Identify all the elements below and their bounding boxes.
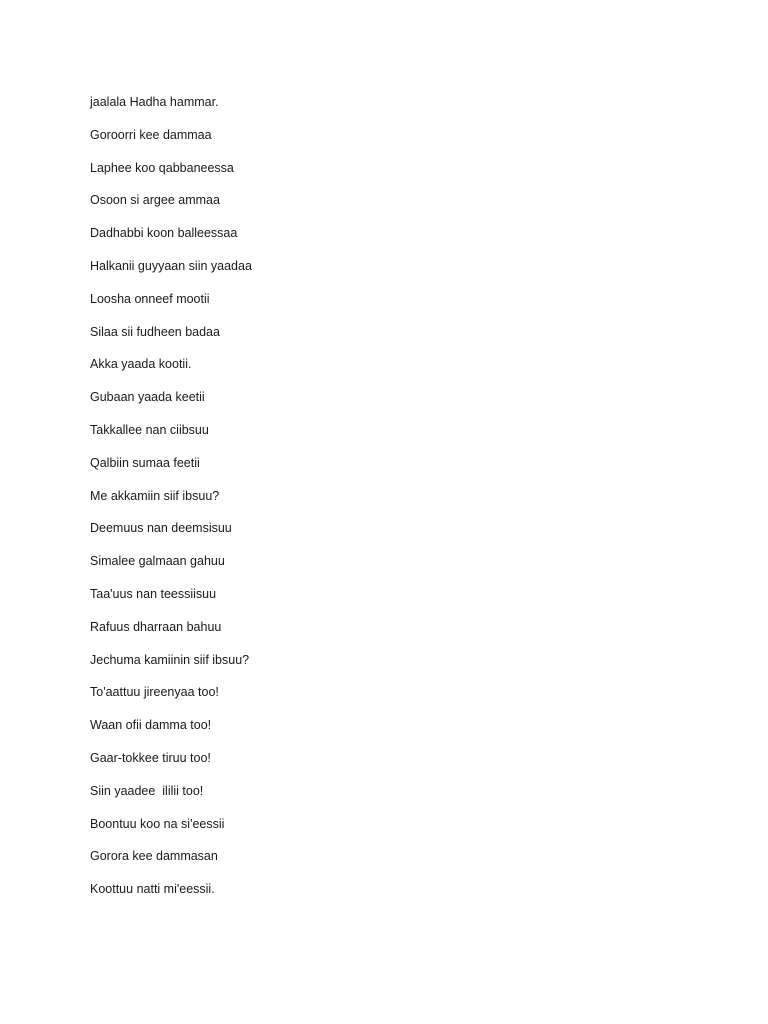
poem-line: Taa'uus nan teessiisuu	[90, 586, 217, 601]
poem-line: jaalala Hadha hammar.	[90, 95, 219, 109]
poem-line: Osoon si argee ammaa	[90, 193, 220, 208]
poem-line: Koottuu natti mi'eessii.	[90, 882, 215, 897]
poem-line: Gaar-tokkee tiruu too!	[90, 750, 211, 765]
poem-line: Boontuu koo na si'eessii	[90, 816, 225, 831]
poem-line: Qalbiin sumaa feetii	[90, 455, 200, 470]
poem-line: Halkanii guyyaan siin yaadaa	[90, 258, 252, 273]
poem-line: Gorora kee dammasan	[90, 849, 218, 864]
poem-line: Siin yaadee ililii too!	[90, 783, 204, 798]
poem-line: To'aattuu jireenyaa too!	[90, 685, 219, 700]
poem-line: Deemuus nan deemsisuu	[90, 521, 232, 536]
poem-line: Goroorri kee dammaa	[90, 127, 212, 142]
poem-line: Dadhabbi koon balleessaa	[90, 226, 238, 241]
poem-line: Laphee koo qabbaneessa	[90, 160, 234, 175]
poem-line: Takkallee nan ciibsuu	[90, 422, 209, 437]
poem-line: Akka yaada kootii.	[90, 357, 192, 372]
poem-line: Silaa sii fudheen badaa	[90, 324, 220, 339]
poem-line: Waan ofii damma too!	[90, 718, 212, 733]
poem-line: Simalee galmaan gahuu	[90, 554, 225, 569]
poem-line: Gubaan yaada keetii	[90, 390, 205, 405]
poem-line: Me akkamiin siif ibsuu?	[90, 488, 220, 503]
poem-line: Loosha onneef mootii	[90, 291, 210, 306]
poem-line: Rafuus dharraan bahuu	[90, 619, 222, 634]
poem-line: Jechuma kamiinin siif ibsuu?	[90, 652, 250, 667]
poem-text	[90, 92, 252, 912]
